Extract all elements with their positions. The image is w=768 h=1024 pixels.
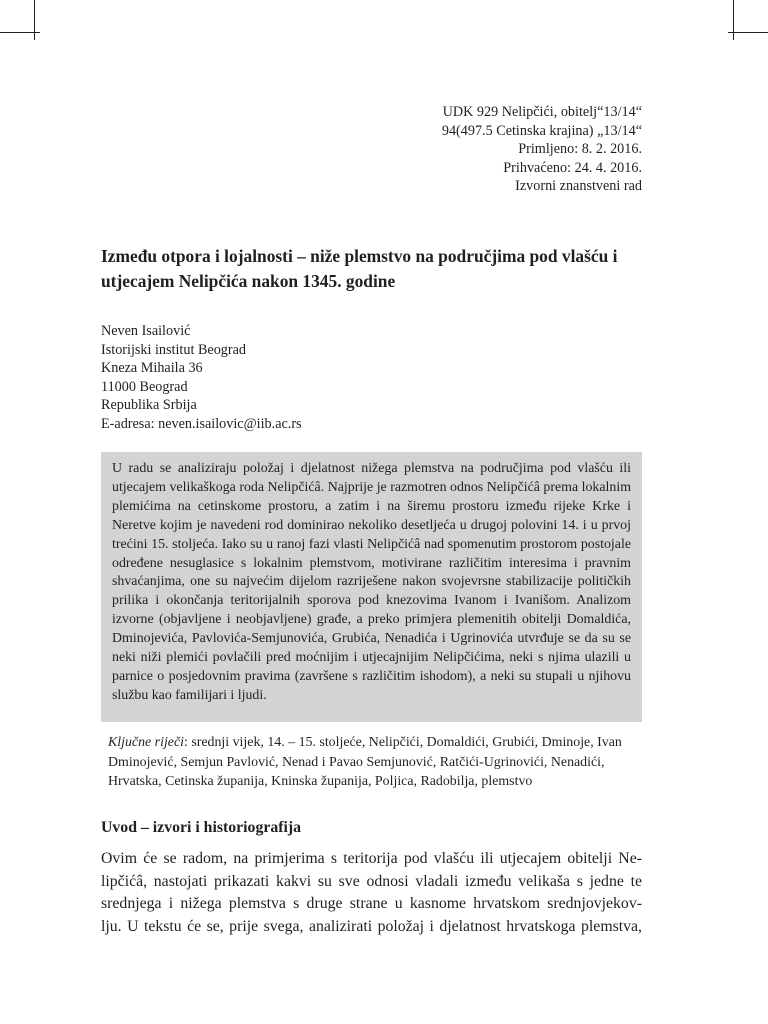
udk-line-2: 94(497.5 Cetinska krajina) „13/14“ xyxy=(441,122,642,139)
article-classification xyxy=(442,103,642,196)
author-street: Kneza Mihaila 36 xyxy=(101,360,203,377)
keywords-text: : srednji vijek, 14. – 15. stoljeće, Nelipčići, Domaldići, Grubići, Dminoje, Ivan Dminojević, Semjun Pavlović, Nenad i Pavao Semjunović, Ratčići-Ugrinovići, Nenadići, Hrvatska, Cetinska županija, Kninska županija, Poljica, Radobilja, plemstvo xyxy=(108,735,622,790)
body-paragraph xyxy=(101,848,642,938)
author-block xyxy=(101,322,302,434)
body-line: lipčićâ, nastojati prikazati kakvi su sve odnosi vladali između velikaša s jedne te xyxy=(101,872,642,890)
crop-mark xyxy=(34,0,35,40)
abstract-text: U radu se analiziraju položaj i djelatnost nižega plemstva na područjima pod vlašću ili utjecajem velikaškoga roda Nelipčićâ. Najprije je razmotren odnos Nelipčićâ prema lokalnim plemićima na cetinskome prostoru, a zatim i na širemu prostoru između rijeke Krke i Neretve kojim je navedeni rod dominirao nekoliko desetljeća u drugoj polovini 14. i u prvoj trećini 15. stoljeća. Iako su u ranoj fazi vlasti Nelipčićâ nad spomenutim prostorom postojale određene nesuglasice s lokalnim plemstvom, motivirane različitim interesima i pravnim shvaćanjima, one su najvećim dijelom razriješene nakon svojevrsne stabilizacije političkih prilika i okončanja teritorijalnih sporova pod knezovima Ivanom i Ivanišom. Analizom izvorne (objavljene i neobjavljene) građe, a preko primjera plemenitih obitelji Domaldića, Dminojevića, Pavlovića-Semjunovića, Grubića, Nenadića i Ugrinovića utvrđuje se da su se neki niži plemići povlačili pred moćnijim i utjecajnijim Nelipčićima, neki s njima ulazili u parnice o posjedovnim pravima (završene s različitim ishodom), a neki su stupali u njihovu službu kao familijari i ljudi. xyxy=(112,461,631,703)
received-date: Primljeno: 8. 2. 2016. xyxy=(518,141,642,157)
body-line: srednjega i nižega plemstva s druge strane u kasnome hrvatskom srednjovjekov- xyxy=(101,895,642,913)
udk-line-1: UDK 929 Nelipčići, obitelj“13/14“ xyxy=(442,104,642,120)
author-name: Neven Isailović xyxy=(101,323,191,339)
keywords xyxy=(108,733,634,792)
abstract-box xyxy=(101,452,642,722)
body-line: lju. U tekstu će se, prije svega, analizirati položaj i djelatnost hrvatskoga plemstva, xyxy=(101,917,642,935)
author-city: 11000 Beograd xyxy=(101,378,188,395)
crop-mark xyxy=(728,32,768,33)
section-heading: Uvod – izvori i historiografija xyxy=(101,819,302,836)
article-type: Izvorni znanstveni rad xyxy=(515,178,642,194)
crop-mark xyxy=(733,0,734,40)
body-line: Ovim će se radom, na primjerima s teritorija pod vlašću ili utjecajem obitelji Ne- xyxy=(101,850,642,867)
author-country: Republika Srbija xyxy=(101,397,197,414)
author-institution: Istorijski institut Beograd xyxy=(101,341,247,358)
accepted-date: Prihvaćeno: 24. 4. 2016. xyxy=(503,159,642,176)
author-email: E-adresa: neven.isailovic@iib.ac.rs xyxy=(101,415,302,432)
article-title: Između otpora i lojalnosti – niže plemstvo na područjima pod vlašću i utjecajem Nelipčića nakon 1345. godine xyxy=(101,246,618,291)
keywords-label: Ključne riječi xyxy=(108,735,184,750)
